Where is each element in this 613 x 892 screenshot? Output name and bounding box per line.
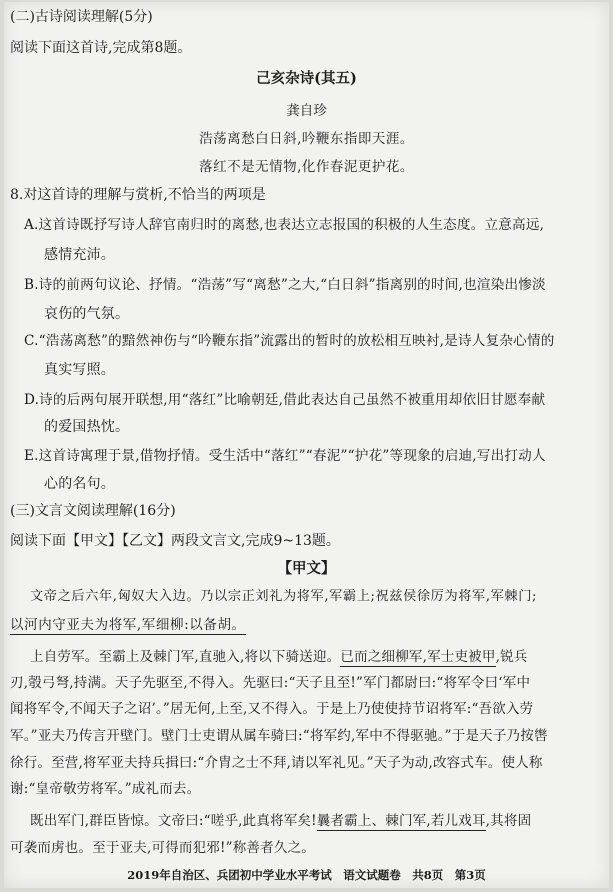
page-footer: 2019年自治区、兵团初中学业水平考试 语文试题卷 共8页 第3页 <box>127 868 486 882</box>
jiawen-p1-line-2 <box>10 616 246 634</box>
jiawen-p2-line-5: 徐行。至营,将军亚夫持兵揖曰:“介胄之士不拜,请以军礼见。”天子为动,改容式车。使人称 <box>10 755 543 771</box>
poem-author: 龚自珍 <box>286 103 327 119</box>
option-d-line-1: D.诗的后两句展开联想,用“落红”比喻朝廷,借此表达自己虽然不被重用却依旧甘愿奉献 <box>24 392 546 408</box>
option-c-line-1: C.“浩荡离愁”的黯然神伤与“吟鞭东指”流露出的暂时的放松相互映衬,是诗人复杂心情的 <box>24 333 555 349</box>
underlined-sentence-1: 以河内守亚夫为将军,军细柳:以备胡。 <box>10 617 246 633</box>
jiawen-p2-line-4: 军。”亚夫乃传言开壁门。壁门士吏谓从属车骑曰:“将军约,军中不得驱驰。”于是天子乃按辔 <box>10 728 548 744</box>
jiawen-p3-line-2: 可袭而虏也。至于亚夫,可得而犯邪!”称善者久之。 <box>10 840 315 856</box>
option-b-line-2: 哀伤的气氛。 <box>44 306 130 322</box>
section3-instruction: 阅读下面【甲文】【乙文】两段文言文,完成9~13题。 <box>10 533 340 549</box>
section3-heading: (三)文言文阅读理解(16分) <box>10 503 176 519</box>
option-a-line-2: 感情充沛。 <box>44 247 115 263</box>
option-d-line-2: 的爱国热忱。 <box>44 419 130 435</box>
p3-line-1-part-a: 既出军门,群臣皆惊。文帝曰:“嗟乎,此真将军矣! <box>30 813 317 829</box>
jiawen-p2-line-2: 刃,彀弓弩,持满。天子先驱至,不得入。先驱曰:“天子且至!”军门都尉曰:“将军令曰‘军中 <box>10 675 531 691</box>
poem-line-2: 落红不是无情物,化作春泥更护花。 <box>199 159 414 175</box>
section2-heading: (二)古诗阅读理解(5分) <box>10 9 153 25</box>
underlined-sentence-2: 已而之细柳军,军士吏被甲 <box>340 649 496 665</box>
p2-line-1-part-c: ,锐兵 <box>495 649 528 665</box>
p2-line-1-part-a: 上自劳军。至霸上及棘门军,直驰入,将以下骑送迎。 <box>30 649 341 665</box>
option-e-line-1: E.这首诗寓理于景,借物抒情。受生活中“落红”“春泥”“护花”等现象的启迪,写出打动人 <box>24 448 546 464</box>
jiawen-p2-line-1 <box>30 648 528 666</box>
question-8-stem: 8.对这首诗的理解与赏析,不恰当的两项是 <box>10 187 266 203</box>
exam-page <box>4 2 609 888</box>
p3-line-1-part-c: ,其将固 <box>485 813 532 829</box>
option-b-line-1: B.诗的前两句议论、抒情。“浩荡”写“离愁”之大,“白日斜”指离别的时间,也渲染出惨淡 <box>24 277 546 293</box>
option-c-line-2: 真实写照。 <box>44 362 115 378</box>
option-a-line-1: A.这首诗既抒写诗人辞官南归时的离愁,也表达立志报国的积极的人生态度。立意高远, <box>24 217 545 233</box>
poem-title: 己亥杂诗(其五) <box>256 70 357 87</box>
jiawen-p2-line-6: 谢:“皇帝敬劳将军。”成礼而去。 <box>10 781 201 797</box>
underlined-sentence-3: 曩者霸上、棘门军,若儿戏耳 <box>316 813 486 829</box>
option-e-line-2: 心的名句。 <box>44 476 115 492</box>
jiawen-title: 【甲文】 <box>277 560 336 577</box>
jiawen-p3-line-1 <box>30 812 531 830</box>
section2-instruction: 阅读下面这首诗,完成第8题。 <box>10 40 192 56</box>
jiawen-p2-line-3: 闻将军令,不闻天子之诏’。”居无何,上至,又不得入。于是上乃使使持节诏将军:“吾欲入劳 <box>10 701 534 717</box>
poem-line-1: 浩荡离愁白日斜,吟鞭东指即天涯。 <box>199 131 414 147</box>
jiawen-p1-line-1: 文帝之后六年,匈奴大入边。乃以宗正刘礼为将军,军霸上;祝兹侯徐厉为将军,军棘门; <box>30 589 538 604</box>
